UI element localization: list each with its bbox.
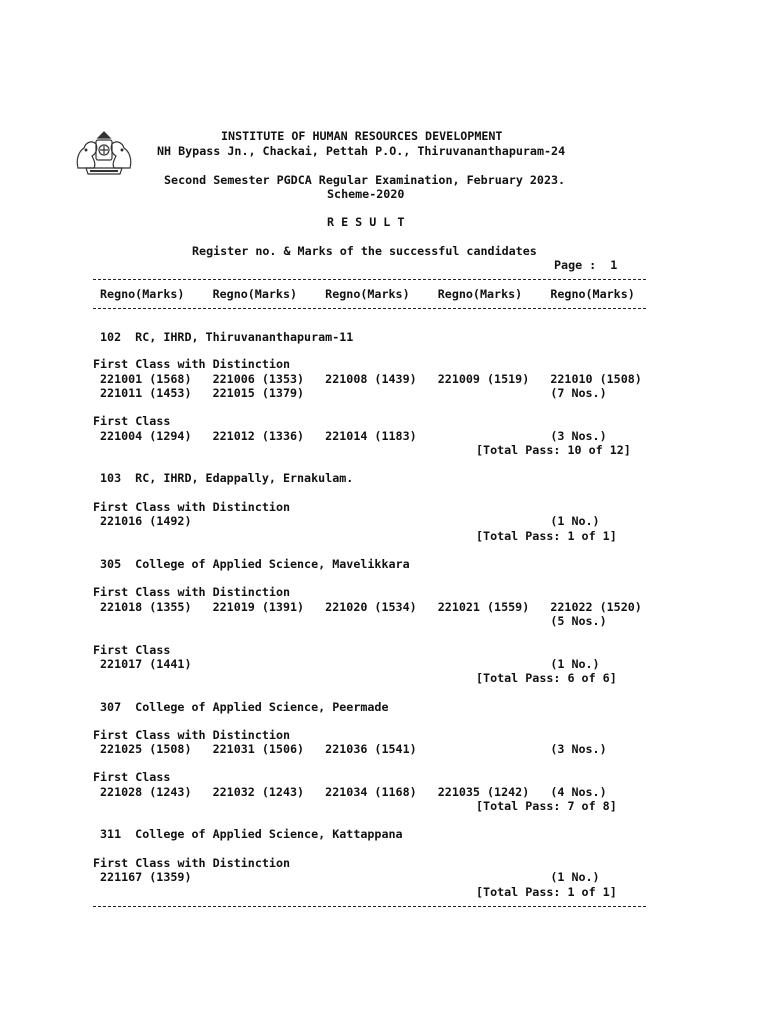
total-pass: [Total Pass: 6 of 6]	[476, 671, 617, 685]
result-row: 221004 (1294) 221012 (1336) 221014 (1183) (3 Nos.)	[100, 429, 607, 443]
result-row: 221028 (1243) 221032 (1243) 221034 (1168) 221035 (1242) (4 Nos.)	[100, 785, 607, 799]
class-label: First Class with Distinction	[93, 585, 291, 599]
state-emblem-icon	[72, 130, 136, 176]
class-label: First Class with Distinction	[93, 728, 291, 742]
total-pass: [Total Pass: 1 of 1]	[476, 529, 617, 543]
result-heading: R E S U L T	[327, 215, 405, 229]
total-pass: [Total Pass: 10 of 12]	[476, 443, 631, 457]
institute-name: INSTITUTE OF HUMAN RESOURCES DEVELOPMENT	[221, 129, 503, 143]
class-label: First Class	[93, 643, 171, 657]
result-row: 221017 (1441) (1 No.)	[100, 657, 600, 671]
divider-bottom	[93, 906, 646, 907]
centre-title: 307 College of Applied Science, Peermade	[100, 700, 389, 714]
page-number: Page : 1	[554, 258, 618, 272]
centre-title: 305 College of Applied Science, Mavelikkara	[100, 557, 410, 571]
result-row: 221011 (1453) 221015 (1379) (7 Nos.)	[100, 386, 607, 400]
result-row: 221018 (1355) 221019 (1391) 221020 (1534) 221021 (1559) 221022 (1520)	[100, 600, 642, 614]
total-pass: [Total Pass: 7 of 8]	[476, 799, 617, 813]
class-label: First Class with Distinction	[93, 357, 291, 371]
result-row: 221025 (1508) 221031 (1506) 221036 (1541) (3 Nos.)	[100, 742, 607, 756]
centre-title: 103 RC, IHRD, Edappally, Ernakulam.	[100, 471, 354, 485]
class-label: First Class	[93, 414, 171, 428]
class-label: First Class with Distinction	[93, 856, 291, 870]
scheme-title: Scheme-2020	[327, 187, 405, 201]
result-row: (5 Nos.)	[100, 614, 607, 628]
divider-top	[93, 279, 646, 280]
exam-title: Second Semester PGDCA Regular Examination, February 2023.	[164, 173, 566, 187]
centre-title: 311 College of Applied Science, Kattappana	[100, 827, 403, 841]
result-row: 221001 (1568) 221006 (1353) 221008 (1439) 221009 (1519) 221010 (1508)	[100, 372, 642, 386]
total-pass: [Total Pass: 1 of 1]	[476, 885, 617, 899]
institute-address: NH Bypass Jn., Chackai, Pettah P.O., Thiruvananthapuram-24	[157, 144, 566, 158]
result-subtitle: Register no. & Marks of the successful candidates	[192, 244, 537, 258]
result-row: 221167 (1359) (1 No.)	[100, 870, 600, 884]
result-row: 221016 (1492) (1 No.)	[100, 514, 600, 528]
centre-title: 102 RC, IHRD, Thiruvananthapuram-11	[100, 330, 354, 344]
class-label: First Class	[93, 770, 171, 784]
class-label: First Class with Distinction	[93, 500, 291, 514]
column-headers: Regno(Marks) Regno(Marks) Regno(Marks) Regno(Marks) Regno(Marks)	[100, 287, 635, 301]
divider-header	[93, 308, 646, 309]
